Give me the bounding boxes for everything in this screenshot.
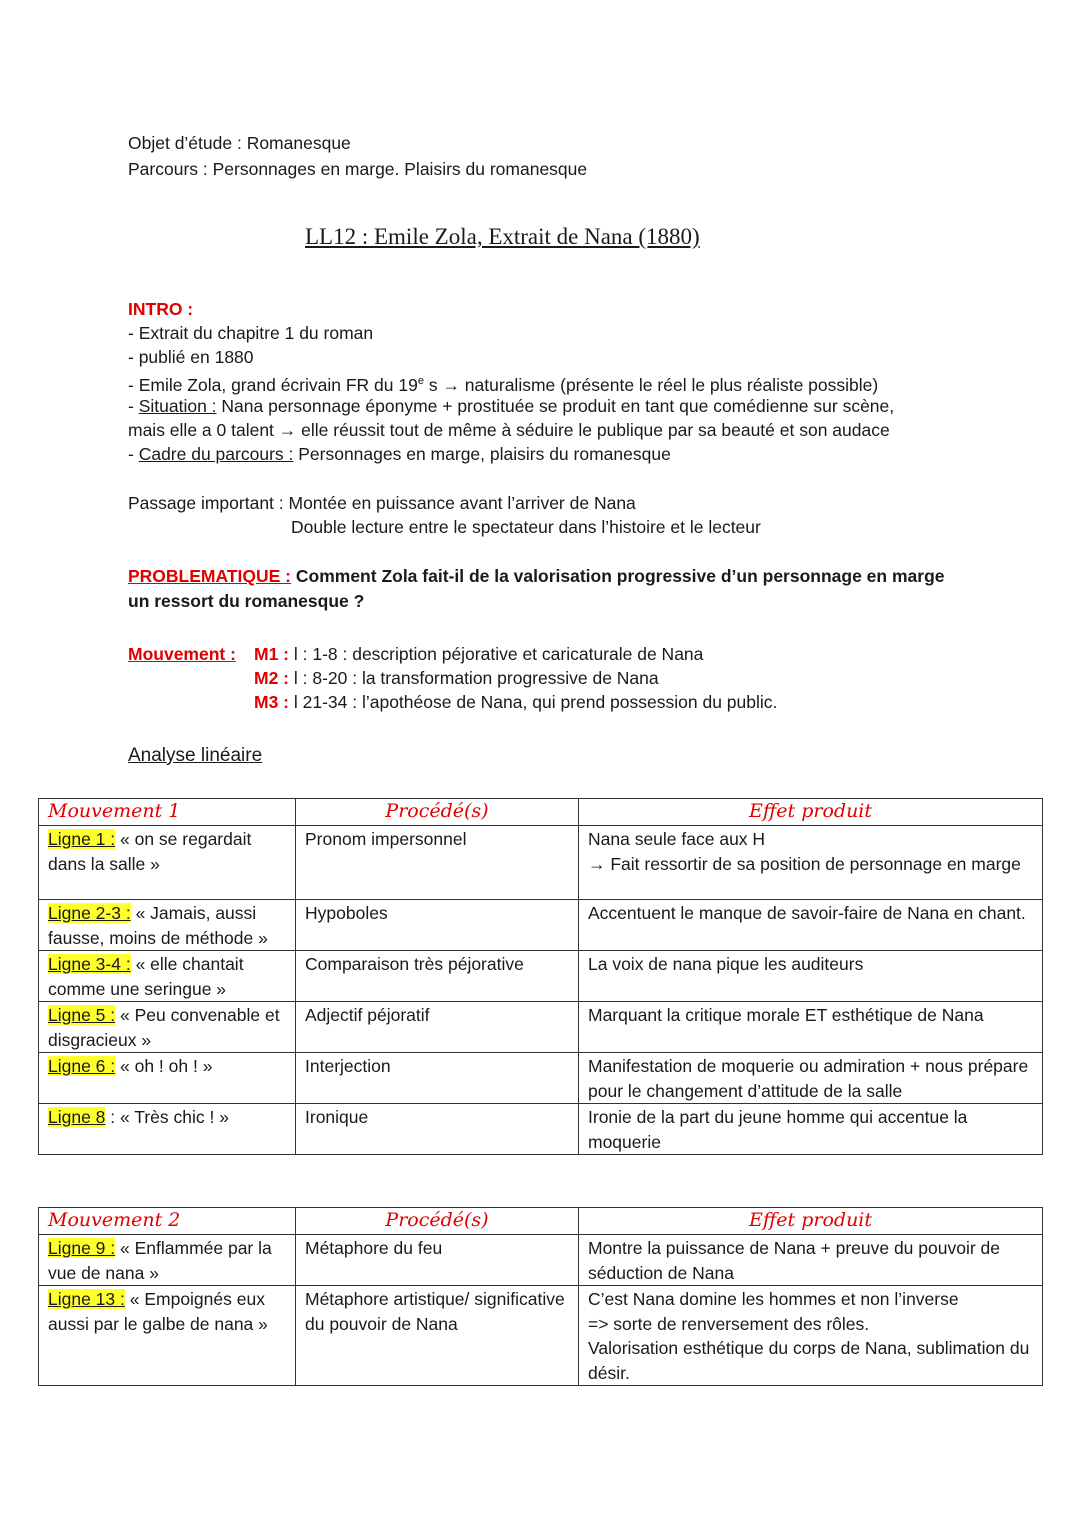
effet-cell (579, 1286, 1043, 1386)
m2-label: M2 : (254, 668, 289, 688)
procede-cell: Adjectif péjoratif (296, 1002, 579, 1053)
procede-cell: Métaphore artistique/ significative du pouvoir de Nana (296, 1286, 579, 1386)
quote: « Enflammée par la vue de nana » (48, 1238, 272, 1283)
objet-etude: Objet d’étude : Romanesque (128, 133, 351, 153)
line-ref-cell (39, 1002, 296, 1053)
effet-cell: Marquant la critique morale ET esthétique de Nana (579, 1002, 1043, 1053)
effet-text: C’est Nana domine les hommes et non l’inverse (588, 1289, 959, 1309)
analysis-table-1 (38, 798, 1043, 1155)
m2-text: l : 8-20 : la transformation progressive de Nana (289, 668, 659, 688)
effet-text-2: → Fait ressortir de sa position de personnage en marge (588, 853, 1021, 874)
line-ref: Ligne 1 : (48, 829, 116, 849)
line-ref: Ligne 3-4 : (48, 954, 131, 974)
effet-cell: Accentuent le manque de savoir-faire de Nana en chant. (579, 900, 1043, 951)
line-ref-cell (39, 1104, 296, 1155)
mouvement-m1 (254, 642, 703, 667)
table-row (39, 951, 1043, 1002)
procede-cell: Comparaison très péjorative (296, 951, 579, 1002)
table-header-row (39, 1208, 1043, 1235)
mouvement-m2 (254, 666, 659, 691)
intro-line-2: - publié en 1880 (128, 347, 254, 367)
header-mouvement: Mouvement 1 (39, 799, 296, 826)
problematique-label: PROBLEMATIQUE : (128, 566, 292, 586)
intro-label: INTRO : (128, 299, 194, 319)
effet-text: Nana seule face aux H (588, 829, 766, 849)
header-effet: Effet produit (579, 1208, 1043, 1235)
quote: « on se regardait dans la salle » (48, 829, 252, 874)
header-mouvement: Mouvement 2 (39, 1208, 296, 1235)
line-ref: Ligne 6 : (48, 1056, 116, 1076)
cadre-text: Personnages en marge, plaisirs du romanesque (293, 444, 671, 464)
problematique (128, 564, 945, 589)
table-row (39, 1053, 1043, 1104)
header-effet: Effet produit (579, 799, 1043, 826)
quote: « Peu convenable et disgracieux » (48, 1005, 280, 1050)
header-procede: Procédé(s) (296, 799, 579, 826)
procede-cell: Ironique (296, 1104, 579, 1155)
intro-situation-2: mais elle a 0 talent → elle réussit tout de même à séduire le publique par sa beauté et son audace (128, 420, 890, 440)
intro-line-3-sup: e (417, 375, 424, 387)
line-ref-cell (39, 1053, 296, 1104)
m3-label: M3 : (254, 692, 289, 712)
analysis-table-2 (38, 1207, 1043, 1386)
table-row (39, 826, 1043, 900)
m3-text: l 21-34 : l’apothéose de Nana, qui prend possession du public. (289, 692, 778, 712)
cadre-prefix: - (128, 444, 139, 464)
effet-cell (579, 826, 1043, 900)
line-ref-cell (39, 826, 296, 900)
header-procede: Procédé(s) (296, 1208, 579, 1235)
mouvement-m3 (254, 690, 777, 715)
line-ref: Ligne 9 : (48, 1238, 116, 1258)
table-row (39, 1104, 1043, 1155)
procede-cell: Interjection (296, 1053, 579, 1104)
intro-cadre (128, 442, 671, 467)
table-header-row (39, 799, 1043, 826)
effet-text-3: Valorisation esthétique du corps de Nana, sublimation du désir. (588, 1338, 1030, 1383)
quote: « oh ! oh ! » (115, 1056, 213, 1076)
passage-line-1: Passage important : Montée en puissance avant l’arriver de Nana (128, 493, 636, 513)
intro-line-3-b: s → naturalisme (présente le réel le plus réaliste possible) (423, 374, 879, 395)
effet-cell: La voix de nana pique les auditeurs (579, 951, 1043, 1002)
intro-situation (128, 394, 894, 419)
parcours: Parcours : Personnages en marge. Plaisirs du romanesque (128, 159, 588, 179)
situation-text: Nana personnage éponyme + prostituée se produit en tant que comédienne sur scène, (216, 396, 895, 416)
intro-line-1: - Extrait du chapitre 1 du roman (128, 323, 374, 343)
line-ref-cell (39, 1235, 296, 1286)
quote: « Jamais, aussi fausse, moins de méthode » (48, 903, 268, 948)
table-row (39, 900, 1043, 951)
table-row (39, 1235, 1043, 1286)
line-ref: Ligne 5 : (48, 1005, 116, 1025)
table-row (39, 1002, 1043, 1053)
quote: « elle chantait comme une seringue » (48, 954, 244, 999)
line-ref-cell (39, 900, 296, 951)
mouvement-label: Mouvement : (128, 644, 236, 664)
procede-cell: Pronom impersonnel (296, 826, 579, 900)
effet-cell: Ironie de la part du jeune homme qui accentue la moquerie (579, 1104, 1043, 1155)
problematique-text: Comment Zola fait-il de la valorisation progressive d’un personnage en marge (291, 566, 945, 586)
quote: : « Très chic ! » (105, 1107, 229, 1127)
table-row (39, 1286, 1043, 1386)
passage-line-2: Double lecture entre le spectateur dans l’histoire et le lecteur (291, 517, 761, 537)
effet-cell: Montre la puissance de Nana + preuve du pouvoir de séduction de Nana (579, 1235, 1043, 1286)
procede-cell: Hypoboles (296, 900, 579, 951)
situation-label: Situation : (138, 396, 217, 416)
cadre-label: Cadre du parcours : (138, 444, 294, 464)
procede-cell: Métaphore du feu (296, 1235, 579, 1286)
effet-text-2: => sorte de renversement des rôles. (588, 1313, 870, 1334)
line-ref: Ligne 13 : (48, 1289, 125, 1309)
situation-prefix: - (128, 396, 139, 416)
quote: « Empoignés eux aussi par le galbe de nana » (48, 1289, 268, 1334)
line-ref: Ligne 8 (48, 1107, 106, 1127)
line-ref-cell (39, 1286, 296, 1386)
page-title: LL12 : Emile Zola, Extrait de Nana (1880) (305, 224, 700, 249)
problematique-text-2: un ressort du romanesque ? (128, 591, 365, 611)
line-ref: Ligne 2-3 : (48, 903, 131, 923)
line-ref-cell (39, 951, 296, 1002)
intro-line-3-a: - Emile Zola, grand écrivain FR du 19 (128, 374, 418, 395)
effet-cell: Manifestation de moquerie ou admiration + nous prépare pour le changement d’attitude de la salle (579, 1053, 1043, 1104)
analyse-heading: Analyse linéaire (128, 745, 263, 766)
m1-text: l : 1-8 : description péjorative et caricaturale de Nana (289, 644, 704, 664)
m1-label: M1 : (254, 644, 289, 664)
